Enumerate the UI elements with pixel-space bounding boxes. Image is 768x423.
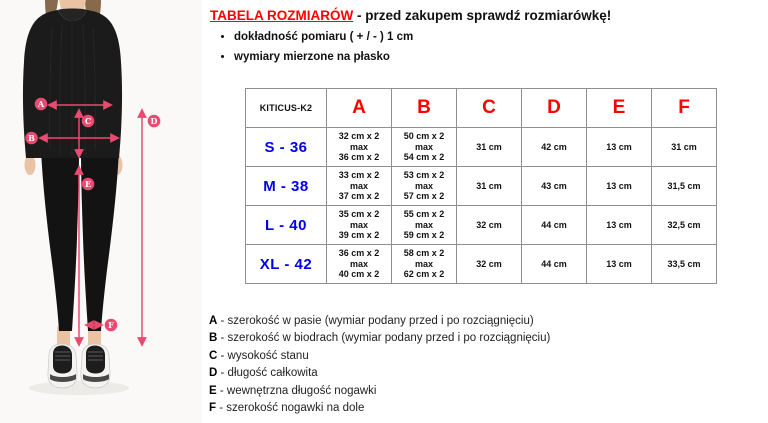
- value-line: 32 cm x 2: [338, 131, 380, 142]
- size-label: L - 40: [246, 206, 327, 245]
- cell-e: 13 cm: [587, 206, 652, 245]
- size-label: XL - 42: [246, 245, 327, 284]
- legend-text: wysokość stanu: [227, 349, 309, 362]
- legend-letter: E: [209, 384, 217, 397]
- value-line: max: [349, 219, 368, 230]
- table-row: [246, 245, 717, 284]
- cell-b: [392, 167, 457, 206]
- column-header-e: E: [587, 89, 652, 128]
- note-item: • wymiary mierzone na płasko: [234, 51, 413, 63]
- cell-d: 44 cm: [522, 206, 587, 245]
- value-line: 55 cm x 2: [403, 209, 445, 220]
- badge-letter-a: A: [37, 99, 45, 109]
- column-header-f: F: [652, 89, 717, 128]
- value-line: 53 cm x 2: [403, 170, 445, 181]
- legend-item: [209, 383, 550, 400]
- table-row: [246, 167, 717, 206]
- cell-f: 31 cm: [652, 128, 717, 167]
- cell-f: 32,5 cm: [652, 206, 717, 245]
- legend-letter: D: [209, 367, 218, 380]
- value-line: 50 cm x 2: [403, 131, 445, 142]
- column-header-b: B: [392, 89, 457, 128]
- table-row: [246, 128, 717, 167]
- legend-text: długość całkowita: [227, 367, 318, 380]
- cell-d: 44 cm: [522, 245, 587, 284]
- value-line: max: [349, 180, 368, 191]
- column-header-a: A: [327, 89, 392, 128]
- value-line: 40 cm x 2: [338, 269, 380, 280]
- notes-list: [212, 31, 413, 71]
- value-line: 33 cm x 2: [338, 170, 380, 181]
- legend-text: szerokość nogawki na dole: [226, 402, 365, 415]
- cell-b: [392, 245, 457, 284]
- badge-letter-d: D: [150, 116, 158, 126]
- legend-letter: F: [209, 402, 217, 415]
- value-line: max: [414, 180, 433, 191]
- value-line: 36 cm x 2: [338, 152, 380, 163]
- value-line: 57 cm x 2: [403, 191, 445, 202]
- legend-item: [209, 400, 550, 417]
- value-line: max: [349, 141, 368, 152]
- legend-item: [209, 313, 550, 330]
- column-header-c: C: [457, 89, 522, 128]
- cell-c: 32 cm: [457, 206, 522, 245]
- cell-a: [327, 167, 392, 206]
- cell-f: 31,5 cm: [652, 167, 717, 206]
- legend-separator: -: [216, 384, 227, 397]
- legend-text: wewnętrzna długość nogawki: [226, 384, 377, 397]
- value-line: 62 cm x 2: [403, 269, 445, 280]
- value-line: max: [349, 258, 368, 269]
- title-highlight: TABELA ROZMIARÓW: [210, 8, 354, 23]
- value-line: max: [414, 141, 433, 152]
- product-code: KITICUS-K2: [246, 89, 327, 128]
- legend-item: [209, 365, 550, 382]
- legend-text: szerokość w pasie (wymiar podany przed i po rozciągnięciu): [227, 315, 534, 327]
- size-label: M - 38: [246, 167, 327, 206]
- cell-c: 31 cm: [457, 128, 522, 167]
- cell-e: 13 cm: [587, 245, 652, 284]
- value-line: 54 cm x 2: [403, 152, 445, 163]
- value-line: 37 cm x 2: [338, 191, 380, 202]
- cell-b: [392, 128, 457, 167]
- note-item: • dokładność pomiaru ( + / - ) 1 cm: [234, 31, 413, 43]
- value-line: 36 cm x 2: [338, 248, 380, 259]
- legend: [209, 313, 550, 417]
- cell-c: 31 cm: [457, 167, 522, 206]
- legend-letter: C: [209, 349, 218, 362]
- value-line: max: [414, 258, 433, 269]
- value-line: 59 cm x 2: [403, 230, 445, 241]
- cell-a: [327, 206, 392, 245]
- cell-e: 13 cm: [587, 167, 652, 206]
- legend-letter: B: [209, 332, 218, 345]
- sneaker-right: [81, 344, 110, 388]
- cell-d: 42 cm: [522, 128, 587, 167]
- sneaker-left: [48, 344, 77, 388]
- value-line: max: [414, 219, 433, 230]
- model-photo: [0, 0, 205, 423]
- badge-letter-b: B: [28, 133, 35, 143]
- size-table: [245, 88, 717, 284]
- cell-f: 33,5 cm: [652, 245, 717, 284]
- column-header-d: D: [522, 89, 587, 128]
- legend-letter: A: [209, 315, 218, 327]
- legend-separator: -: [217, 349, 228, 362]
- cell-a: [327, 245, 392, 284]
- legend-item: [209, 348, 550, 365]
- floor-shadow: [29, 381, 129, 395]
- value-line: 35 cm x 2: [338, 209, 380, 220]
- size-label: S - 36: [246, 128, 327, 167]
- page-title: [210, 8, 611, 23]
- title-rest: - przed zakupem sprawdź rozmiarówkę!: [353, 8, 612, 23]
- legend-separator: -: [217, 315, 228, 327]
- legend-separator: -: [217, 367, 228, 380]
- cell-e: 13 cm: [587, 128, 652, 167]
- cell-c: 32 cm: [457, 245, 522, 284]
- value-line: 39 cm x 2: [338, 230, 380, 241]
- badge-letter-f: F: [108, 320, 114, 330]
- legend-separator: -: [216, 402, 227, 415]
- legend-text: szerokość w biodrach (wymiar podany przed i po rozciągnięciu): [227, 332, 551, 345]
- cell-a: [327, 128, 392, 167]
- cell-b: [392, 206, 457, 245]
- badge-letter-c: C: [84, 116, 92, 126]
- legend-separator: -: [217, 332, 228, 345]
- legend-item: [209, 330, 550, 347]
- badge-letter-e: E: [84, 179, 92, 189]
- cell-d: 43 cm: [522, 167, 587, 206]
- table-row: [246, 206, 717, 245]
- value-line: 58 cm x 2: [403, 248, 445, 259]
- table-header-row: [246, 89, 717, 128]
